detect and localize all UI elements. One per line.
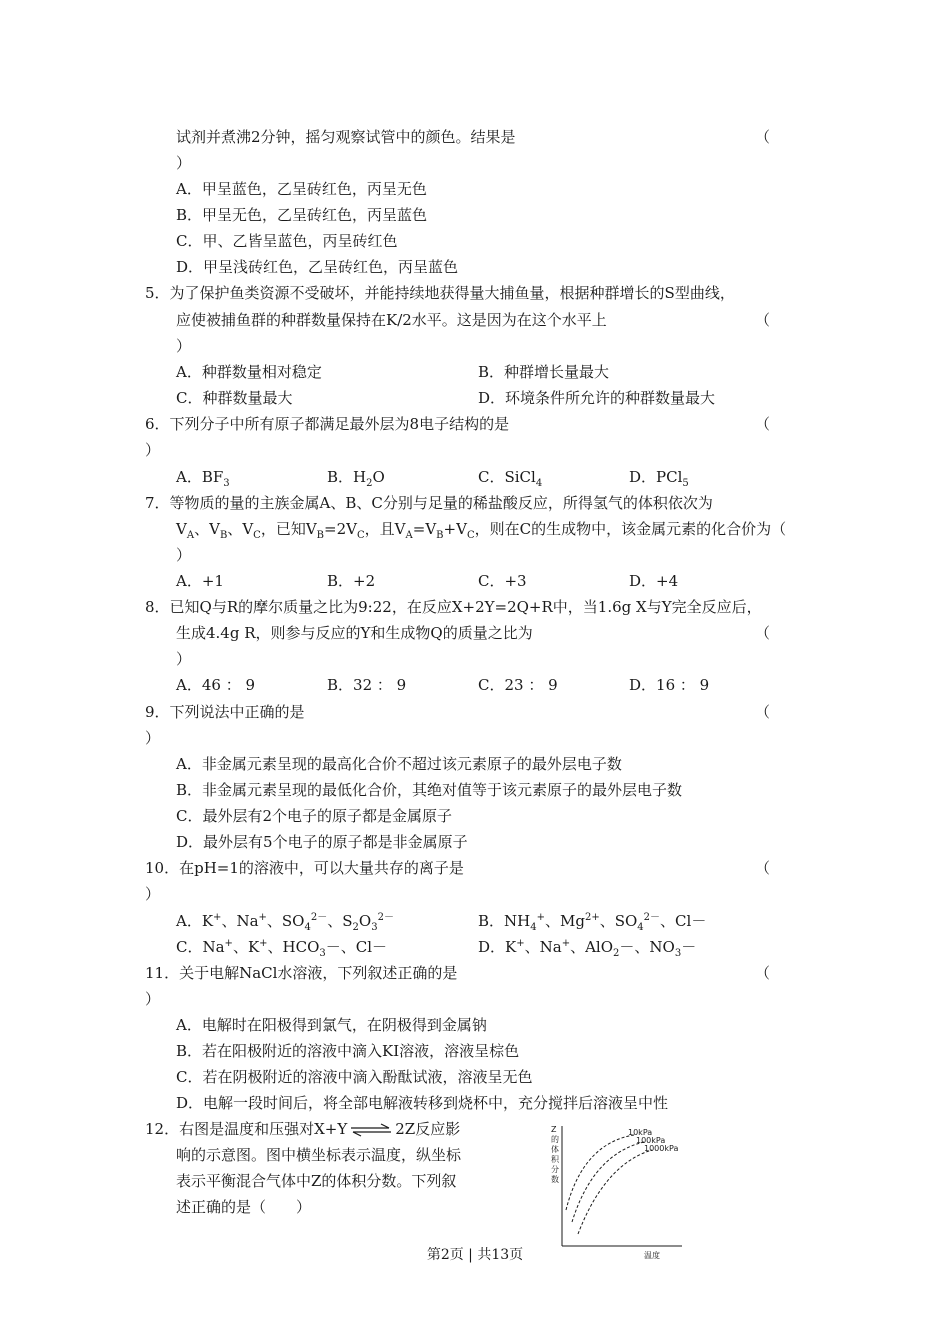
q10-stem: 10．在pH=1的溶液中，可以大量共存的离子是 [145,859,464,877]
q9-option-a[interactable]: A．非金属元素呈现的最高化合价不超过该元素原子的最外层电子数 [176,755,622,773]
y-label-char: 积 [551,1155,559,1164]
temperature-pressure-figure [548,1122,688,1262]
q10-paren-open: （ [755,859,771,877]
q5-option-d[interactable]: D．环境条件所允许的种群数量最大 [478,389,716,407]
q6-option-b[interactable]: B．$H_2O$ [327,468,385,489]
q12-stem-line2: 响的示意图。图中横坐标表示温度，纵坐标 [176,1146,462,1164]
q9-option-b[interactable]: B．非金属元素呈现的最低化合价，其绝对值等于该元素原子的最外层电子数 [176,781,683,799]
q6-option-c[interactable]: C．SiCl$_4$ [478,468,543,489]
q7-stem-line2: $V_A$、$V_B$、$V_C$，已知$V_B=2V_C$，且$V_A=V_B+V_C$，则在C的生成物中，该金属元素的化合价为（ [176,520,787,541]
q7-paren-close: ） [176,546,192,564]
y-label-char: 数 [551,1175,559,1184]
q6-stem: 6．下列分子中所有原子都满足最外层为8电子结构的是 [145,415,510,433]
q8-option-d[interactable]: D．16 ： 9 [629,676,710,694]
q8-paren-open: （ [755,624,771,642]
q5-paren-close: ） [176,337,192,355]
page-footer: 第2页 | 共13页 [426,1247,524,1263]
q6-paren-close: ） [145,441,161,459]
equilibrium-arrows-icon [349,1123,393,1137]
q10-option-d[interactable]: D．K+、Na+、AlO$_2$－、$NO_3-$ [478,938,697,959]
q7-option-c[interactable]: C．+3 [478,572,527,590]
q6-option-d[interactable]: D．PCl$_5$ [629,468,689,489]
q11-paren-open: （ [755,964,771,982]
q6-option-a[interactable]: A．$BF_3$ [176,468,230,489]
q4-option-c[interactable]: C．甲、乙皆呈蓝色，丙呈砖红色 [176,232,398,250]
q9-stem: 9．下列说法中正确的是 [145,703,305,721]
q7-option-b[interactable]: B．+2 [327,572,376,590]
q11-option-a[interactable]: A．电解时在阳极得到氯气，在阴极得到金属钠 [176,1016,487,1034]
q5-option-b[interactable]: B．种群增长量最大 [478,363,610,381]
q12-stem-line1: 12．右图是温度和压强对X+Y 2Z反应影 [145,1120,461,1138]
q11-option-b[interactable]: B．若在阳极附近的溶液中滴入KI溶液，溶液呈棕色 [176,1042,520,1060]
q6-paren-open: （ [755,415,771,433]
q9-option-c[interactable]: C．最外层有2个电子的原子都是金属原子 [176,807,453,825]
q4-paren-close: ） [176,154,192,172]
q10-option-a[interactable]: A．K+、Na+、$SO_4^{2-}$、$S_2O_3^{2-}$ [176,912,394,933]
y-label-char: Z [551,1125,557,1134]
q5-option-c[interactable]: C．种群数量最大 [176,389,293,407]
q8-paren-close: ） [176,650,192,668]
curve-label-100kpa: 100kPa [636,1136,666,1145]
q5-stem-line2: 应使被捕鱼群的种群数量保持在K/2水平。这是因为在这个水平上 [176,311,607,329]
curve-label-1000kpa: 1000kPa [644,1144,679,1153]
q10-paren-close: ） [145,885,161,903]
q8-stem-line2: 生成4.4g R，则参与反应的Y和生成物Q的质量之比为 [176,624,533,642]
q10-option-c[interactable]: C．Na+、K+、$HCO_3-$、Cl－ [176,938,388,959]
q8-option-b[interactable]: B．32 ： 9 [327,676,407,694]
q12-stem-line4: 述正确的是（ ） [176,1198,312,1216]
y-label-char: 的 [551,1135,559,1144]
curve-label-10kpa: 10kPa [628,1128,653,1137]
q7-option-a[interactable]: A．+1 [176,572,224,590]
q8-stem-line1: 8．已知Q与R的摩尔质量之比为9:22，在反应X+2Y=2Q+R中，当1.6g X与Y完全反应后， [145,598,762,616]
q11-stem: 11．关于电解NaCl水溶液，下列叙述正确的是 [145,964,458,982]
q8-option-c[interactable]: C．23 ： 9 [478,676,558,694]
q9-option-d[interactable]: D．最外层有5个电子的原子都是非金属原子 [176,833,468,851]
q8-option-a[interactable]: A．46 ： 9 [176,676,255,694]
q5-paren-open: （ [755,311,771,329]
q10-option-b[interactable]: B．$NH_4^+$、$Mg^{2+}$、$SO_4^{2-}$、Cl－ [478,912,707,933]
curve-100kpa [572,1142,644,1222]
q9-paren-close: ） [145,729,161,747]
y-label-char: 分 [551,1165,559,1174]
q4-option-a[interactable]: A．甲呈蓝色，乙呈砖红色，丙呈无色 [176,180,427,198]
y-label-char: 体 [551,1145,559,1154]
q5-option-a[interactable]: A．种群数量相对稳定 [176,363,322,381]
q4-option-b[interactable]: B．甲呈无色，乙呈砖红色，丙呈蓝色 [176,206,428,224]
q11-paren-close: ） [145,990,161,1008]
q4-continuation: 试剂并煮沸2分钟，摇匀观察试管中的颜色。结果是 [176,128,516,146]
q7-option-d[interactable]: D．+4 [629,572,679,590]
q4-option-d[interactable]: D．甲呈浅砖红色，乙呈砖红色，丙呈蓝色 [176,258,459,276]
curve-1000kpa [578,1150,652,1234]
q11-option-d[interactable]: D．电解一段时间后，将全部电解液转移到烧杯中，充分搅拌后溶液呈中性 [176,1094,669,1112]
q7-stem-line1: 7．等物质的量的主族金属A、B、C分别与足量的稀盐酸反应，所得氢气的体积依次为 [145,494,713,512]
q5-stem-line1: 5．为了保护鱼类资源不受破坏，并能持续地获得量大捕鱼量，根据种群增长的S型曲线， [145,284,735,302]
q11-option-c[interactable]: C．若在阴极附近的溶液中滴入酚酞试液，溶液呈无色 [176,1068,533,1086]
q12-stem-line3: 表示平衡混合气体中Z的体积分数。下列叙 [176,1172,457,1190]
q4-paren-open: （ [755,128,771,146]
x-axis-label: 温度 [644,1251,660,1260]
q9-paren-open: （ [755,703,771,721]
curve-10kpa [566,1135,634,1210]
